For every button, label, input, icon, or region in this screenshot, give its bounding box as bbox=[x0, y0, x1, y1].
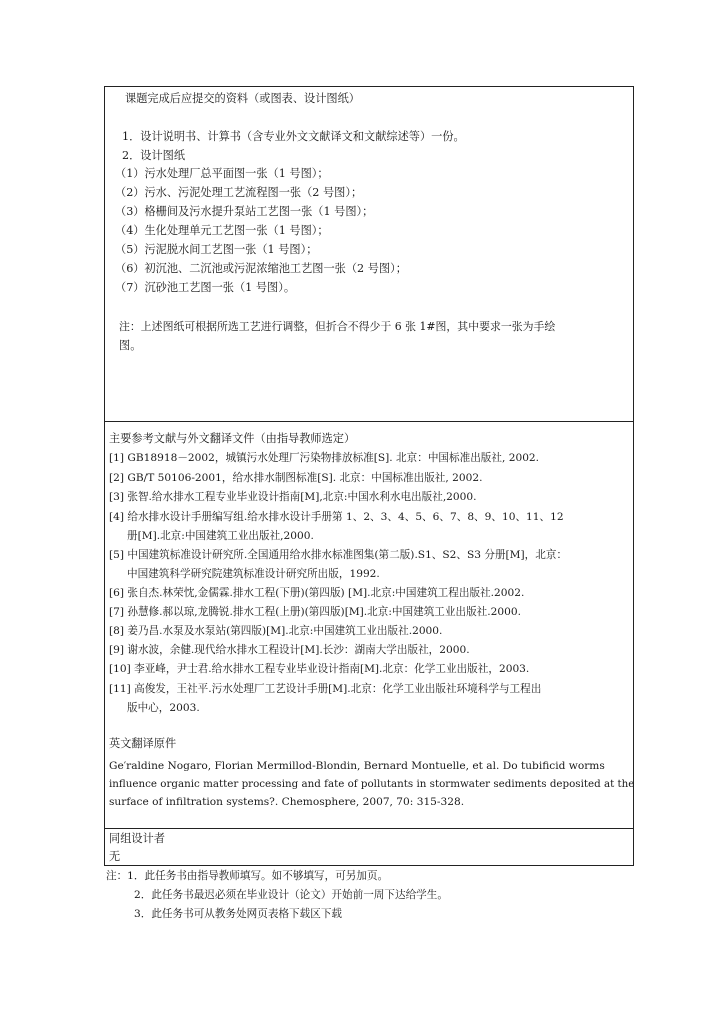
drawing-note-line-1: 注：上述图纸可根据所选工艺进行调整，但折合不得少于 6 张 1#图，其中要求一张为手绘 bbox=[119, 320, 556, 333]
drawing-item: （1）污水处理厂总平面图一张（1 号图）； bbox=[115, 167, 329, 180]
foreign-citation-line: Ge′raldine Nogaro, Florian Mermillod-Blondin, Bernard Montuelle, et al. Do tubificid worms bbox=[109, 760, 605, 772]
deliverable-item-2: 2．设计图纸 bbox=[122, 149, 186, 162]
drawing-item: （6）初沉池、二沉池或污泥浓缩池工艺图一张（2 号图）； bbox=[115, 262, 407, 275]
drawing-item: （2）污水、污泥处理工艺流程图一张（2 号图）； bbox=[115, 186, 363, 199]
submission-materials-header: 课题完成后应提交的资料（或图表、设计图纸） bbox=[125, 92, 360, 105]
drawing-note-line-2: 图。 bbox=[119, 339, 142, 352]
drawing-item: （5）污泥脱水间工艺图一张（1 号图）； bbox=[115, 243, 318, 256]
reference-item: [8] 姜乃昌.水泵及水泵站(第四版)[M].北京:中国建筑工业出版社.2000. bbox=[109, 625, 443, 637]
foreign-citation-line: influence organic matter processing and fate of pollutants in stormwater sediments deposited at the bbox=[109, 778, 635, 790]
reference-item: [7] 孙慧修.郝以琼,龙腾锐.排水工程(上册)(第四版)[M].北京:中国建筑工业出版社.2000. bbox=[109, 606, 521, 618]
reference-item: [10] 李亚峰，尹士君.给水排水工程专业毕业设计指南[M].北京：化学工业出版社，2003. bbox=[109, 663, 530, 675]
row-divider bbox=[105, 828, 633, 829]
task-table bbox=[104, 86, 634, 866]
footnote: 2．此任务书最迟必须在毕业设计（论文）开始前一周下达给学生。 bbox=[134, 889, 448, 901]
footnote: 3．此任务书可从教务处网页表格下载区下载 bbox=[134, 908, 343, 920]
drawing-item: （4）生化处理单元工艺图一张（1 号图）； bbox=[115, 224, 329, 237]
foreign-citation-line: surface of infiltration systems?. Chemosphere, 2007, 70: 315-328. bbox=[109, 796, 465, 808]
reference-item: [1] GB18918－2002，城镇污水处理厂污染物排放标准[S]. 北京：中国标准出版社, 2002. bbox=[109, 452, 540, 464]
reference-item-continued: 中国建筑科学研究院建筑标准设计研究所出版，1992. bbox=[127, 568, 380, 580]
reference-item: [6] 张自杰.林荣忱,金儒霖.排水工程(下册)(第四版) [M].北京:中国建筑工程出版社.2002. bbox=[109, 587, 525, 599]
reference-item-continued: 册[M].北京:中国建筑工业出版社,2000. bbox=[127, 530, 314, 542]
row-divider bbox=[105, 421, 633, 422]
drawing-item: （3）格栅间及污水提升泵站工艺图一张（1 号图）； bbox=[115, 205, 374, 218]
co-designer-header: 同组设计者 bbox=[109, 832, 165, 845]
reference-item: [2] GB/T 50106-2001，给水排水制图标准[S]. 北京：中国标准出版社, 2002. bbox=[109, 472, 483, 484]
reference-item: [11] 高俊发，王社平.污水处理厂工艺设计手册[M].北京：化学工业出版社环境科学与工程出 bbox=[109, 683, 542, 695]
reference-item: [5] 中国建筑标准设计研究所.全国通用给水排水标准图集(第二版).S1、S2、S3 分册[M]，北京： bbox=[109, 549, 568, 561]
reference-item-continued: 版中心，2003. bbox=[127, 702, 200, 714]
reference-item: [4] 给水排水设计手册编写组.给水排水设计手册第 1、2、3、4、5、6、7、8、9、10、11、12 bbox=[109, 511, 564, 523]
reference-item: [9] 谢水波，余健.现代给水排水工程设计[M].长沙：湖南大学出版社，2000. bbox=[109, 644, 470, 656]
deliverable-item-1: 1．设计说明书、计算书（含专业外文文献译文和文献综述等）一份。 bbox=[122, 130, 465, 143]
footnote: 注：1．此任务书由指导教师填写。如不够填写，可另加页。 bbox=[106, 870, 389, 882]
drawing-item: （7）沉砂池工艺图一张（1 号图）。 bbox=[115, 281, 296, 294]
reference-item: [3] 张智.给水排水工程专业毕业设计指南[M],北京:中国水利水电出版社,2000. bbox=[109, 491, 477, 503]
co-designer-value: 无 bbox=[109, 850, 121, 863]
foreign-original-header: 英文翻译原件 bbox=[109, 737, 177, 750]
references-header: 主要参考文献与外文翻译文件（由指导教师选定） bbox=[109, 432, 356, 445]
